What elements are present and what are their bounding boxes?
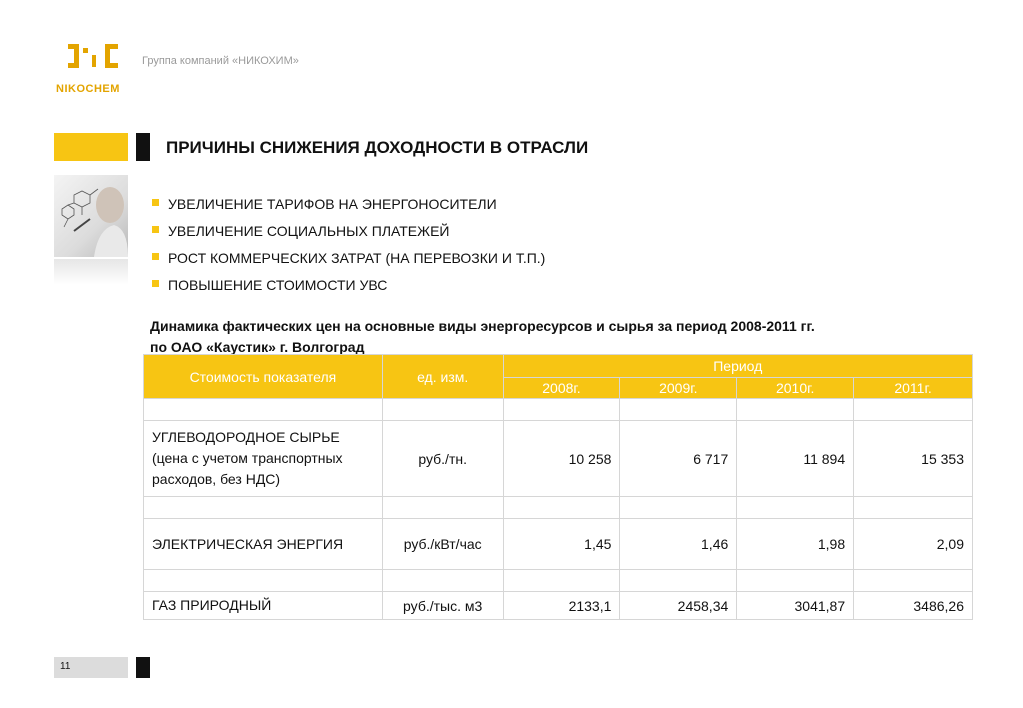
header-year: 2011г.	[854, 378, 973, 399]
reasons-list	[150, 196, 545, 304]
bullet-square-icon	[152, 280, 159, 287]
photo-main	[54, 175, 128, 257]
row-value: 11 894	[737, 421, 854, 497]
reason-item	[150, 277, 545, 304]
table-caption	[150, 316, 815, 358]
table-row	[144, 592, 973, 620]
reason-item	[150, 196, 545, 223]
header-unit: ед. изм.	[382, 355, 503, 399]
table-caption-line2: по ОАО «Каустик» г. Волгоград	[150, 339, 365, 355]
row-value: 1,45	[503, 519, 620, 570]
table-spacer-row	[144, 497, 973, 519]
row-name-line: (цена с учетом транспортных	[152, 450, 343, 466]
nikochem-logo-icon	[66, 40, 120, 76]
reason-text: УВЕЛИЧЕНИЕ СОЦИАЛЬНЫХ ПЛАТЕЖЕЙ	[168, 223, 450, 239]
row-value: 15 353	[854, 421, 973, 497]
table-header-row	[144, 355, 973, 378]
prices-table	[143, 354, 973, 620]
table-row	[144, 519, 973, 570]
row-name	[144, 592, 383, 620]
row-value: 10 258	[503, 421, 620, 497]
row-value: 2458,34	[620, 592, 737, 620]
header-indicator: Стоимость показателя	[144, 355, 383, 399]
row-unit: руб./тыс. м3	[382, 592, 503, 620]
table-spacer-row	[144, 399, 973, 421]
reason-text: УВЕЛИЧЕНИЕ ТАРИФОВ НА ЭНЕРГОНОСИТЕЛИ	[168, 196, 497, 212]
photo-reflection	[54, 259, 128, 285]
header-year: 2010г.	[737, 378, 854, 399]
row-name-line: расходов, без НДС)	[152, 471, 281, 487]
footer-marker	[136, 657, 150, 678]
row-value: 3041,87	[737, 592, 854, 620]
row-name	[144, 519, 383, 570]
scientist-photo	[54, 175, 128, 285]
molecule-drawing-icon	[54, 175, 128, 257]
table-row	[144, 421, 973, 497]
title-accent-bar	[54, 133, 128, 161]
slide-title: ПРИЧИНЫ СНИЖЕНИЯ ДОХОДНОСТИ В ОТРАСЛИ	[166, 138, 589, 157]
title-marker	[136, 133, 150, 161]
row-value: 2,09	[854, 519, 973, 570]
group-name: Группа компаний «НИКОХИМ»	[142, 55, 299, 67]
row-unit: руб./кВт/час	[382, 519, 503, 570]
reason-text: ПОВЫШЕНИЕ СТОИМОСТИ УВС	[168, 277, 388, 293]
row-value: 1,46	[620, 519, 737, 570]
bullet-square-icon	[152, 199, 159, 206]
header-year: 2008г.	[503, 378, 620, 399]
bullet-square-icon	[152, 226, 159, 233]
row-name-line: ГАЗ ПРИРОДНЫЙ	[152, 597, 272, 613]
table-spacer-row	[144, 570, 973, 592]
bullet-square-icon	[152, 253, 159, 260]
nikochem-logo	[56, 40, 130, 98]
reason-item	[150, 250, 545, 277]
reason-text: РОСТ КОММЕРЧЕСКИХ ЗАТРАТ (НА ПЕРЕВОЗКИ И Т.П.)	[168, 250, 546, 266]
table-caption-line1: Динамика фактических цен на основные виды энергоресурсов и сырья за период 2008-2011 гг.	[150, 318, 815, 334]
page-number-box	[54, 657, 128, 678]
row-unit: руб./тн.	[382, 421, 503, 497]
row-value: 1,98	[737, 519, 854, 570]
row-name	[144, 421, 383, 497]
reason-item	[150, 223, 545, 250]
row-value: 3486,26	[854, 592, 973, 620]
row-value: 6 717	[620, 421, 737, 497]
header-year: 2009г.	[620, 378, 737, 399]
page-number: 11	[60, 661, 71, 672]
row-name-line: УГЛЕВОДОРОДНОЕ СЫРЬЕ	[152, 429, 340, 445]
row-name-line: ЭЛЕКТРИЧЕСКАЯ ЭНЕРГИЯ	[152, 535, 344, 552]
row-value: 2133,1	[503, 592, 620, 620]
header-period: Период	[503, 355, 972, 378]
logo-wordmark: NIKOCHEM	[56, 83, 120, 95]
